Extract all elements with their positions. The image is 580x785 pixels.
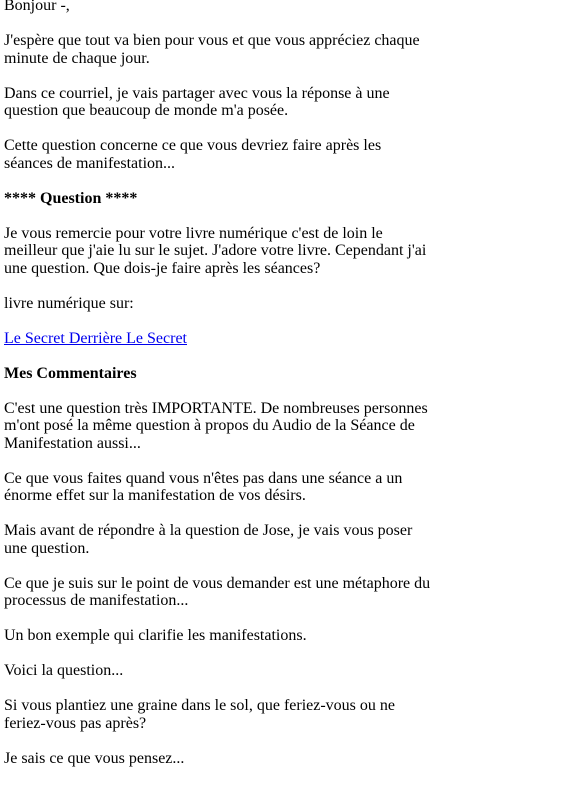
comment-paragraph: Ce que je suis sur le point de vous demander est une métaphore du processus de manifestation...: [4, 574, 431, 609]
question-heading: **** Question ****: [4, 189, 138, 207]
comment-paragraph: Mais avant de répondre à la question de Jose, je vais vous poser une question.: [4, 522, 413, 557]
ebook-link-paragraph: [4, 330, 434, 348]
comment-paragraph: Un bon exemple qui clarifie les manifestations.: [4, 627, 307, 644]
comment-paragraph: Je sais ce que vous pensez...: [4, 749, 185, 767]
paragraph-topic: Cette question concerne ce que vous devriez faire après les séances de manifestation...: [4, 137, 382, 172]
paragraph-intro: J'espère que tout va bien pour vous et que vous appréciez chaque minute de chaque jour.: [4, 32, 420, 67]
comment-paragraph: Si vous plantiez une graine dans le sol, que feriez-vous ou ne feriez-vous pas après?: [4, 697, 395, 732]
email-body: [4, 0, 434, 785]
ebook-link[interactable]: Le Secret Derrière Le Secret: [4, 329, 187, 347]
comment-paragraph: Ce que vous faites quand vous n'êtes pas dans une séance a un énorme effet sur la manifestation de vos désirs.: [4, 469, 403, 504]
comment-paragraph: Voici la question...: [4, 662, 124, 679]
comments-heading: Mes Commentaires: [4, 364, 137, 382]
question-text: Je vous remercie pour votre livre numérique c'est de loin le meilleur que j'aie lu sur le sujet. J'adore votre livre. Cependant j'ai une question. Que dois-je faire après les séances?: [4, 224, 427, 277]
ebook-label: livre numérique sur:: [4, 294, 134, 312]
greeting: Bonjour -,: [4, 0, 70, 14]
paragraph-purpose: Dans ce courriel, je vais partager avec vous la réponse à une question que beaucoup de monde m'a posée.: [4, 84, 390, 119]
comment-paragraph: C'est une question très IMPORTANTE. De nombreuses personnes m'ont posé la même question à propos du Audio de la Séance de Manifestation aussi...: [4, 399, 428, 452]
